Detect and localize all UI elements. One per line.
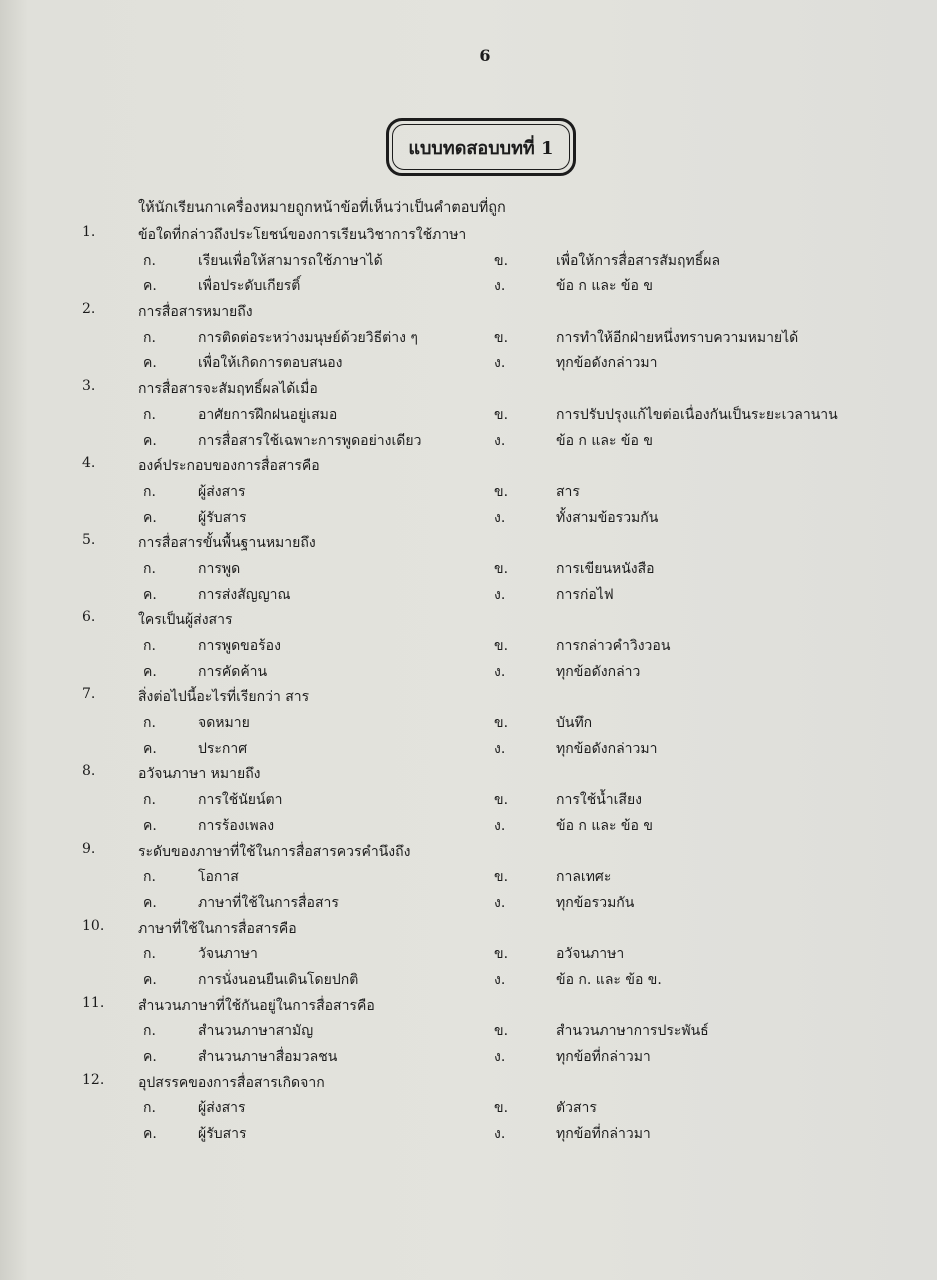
option-marker: ง. <box>494 740 506 757</box>
option-text: ทุกข้อรวมกัน <box>556 894 635 911</box>
question-number: 2. <box>82 301 96 318</box>
option-marker: ง. <box>494 894 506 911</box>
option-marker: ค. <box>143 663 157 680</box>
option-row <box>0 248 937 274</box>
question-1 <box>0 222 937 248</box>
question-number: 11. <box>82 994 105 1011</box>
option-row <box>0 350 937 376</box>
question-2 <box>0 299 937 325</box>
option-marker: ก. <box>143 329 156 346</box>
option-row <box>0 710 937 736</box>
option-marker: ง. <box>494 355 506 372</box>
question-list <box>0 222 937 1147</box>
option-marker: ก. <box>143 560 156 577</box>
option-row <box>0 890 937 916</box>
option-marker: ก. <box>143 715 156 732</box>
question-4 <box>0 453 937 479</box>
option-text: ตัวสาร <box>556 1100 597 1117</box>
option-marker: ก. <box>143 406 156 423</box>
option-text: การเขียนหนังสือ <box>556 560 655 577</box>
option-marker: ค. <box>143 894 157 911</box>
option-text: เพื่อให้เกิดการตอบสนอง <box>198 355 343 372</box>
option-marker: ข. <box>494 560 509 577</box>
option-row <box>0 633 937 659</box>
question-text: ใครเป็นผู้ส่งสาร <box>138 612 233 629</box>
option-marker: ง. <box>494 817 506 834</box>
option-text: สำนวนภาษาการประพันธ์ <box>556 1023 709 1040</box>
option-row <box>0 505 937 531</box>
option-text: การนั่งนอนยืนเดินโดยปกติ <box>198 971 359 988</box>
option-text: ทั้งสามข้อรวมกัน <box>556 509 659 526</box>
option-row <box>0 787 937 813</box>
question-3 <box>0 376 937 402</box>
question-number: 12. <box>82 1071 105 1088</box>
option-marker: ค. <box>143 1049 157 1065</box>
option-text: ข้อ ก และ ข้อ ข <box>556 817 653 834</box>
question-number: 9. <box>82 840 96 857</box>
option-text: การก่อไฟ <box>556 586 614 603</box>
option-text: ข้อ ก และ ข้อ ข <box>556 278 653 295</box>
option-row <box>0 479 937 505</box>
question-number: 8. <box>82 763 96 780</box>
question-text: อวัจนภาษา หมายถึง <box>138 766 261 783</box>
option-marker: ง. <box>494 663 506 680</box>
option-row <box>0 941 937 967</box>
question-text: ภาษาที่ใช้ในการสื่อสารคือ <box>138 920 297 937</box>
option-text: ทุกข้อที่กล่าวมา <box>556 1049 651 1065</box>
question-9 <box>0 839 937 865</box>
option-marker: ข. <box>494 1023 509 1040</box>
option-text: เพื่อประดับเกียรติ์ <box>198 278 301 295</box>
option-row <box>0 813 937 839</box>
question-text: การสื่อสารจะสัมฤทธิ์ผลได้เมื่อ <box>138 381 318 398</box>
option-marker: ง. <box>494 278 506 295</box>
option-marker: ค. <box>143 971 157 988</box>
question-text: สำนวนภาษาที่ใช้กันอยู่ในการสื่อสารคือ <box>138 997 375 1014</box>
option-text: การใช้น้ำเสียง <box>556 792 642 809</box>
option-marker: ก. <box>143 252 156 269</box>
option-text: การร้องเพลง <box>198 817 275 834</box>
option-marker: ก. <box>143 483 156 500</box>
option-marker: ง. <box>494 1126 506 1143</box>
option-text: การส่งสัญญาณ <box>198 586 291 603</box>
option-text: โอกาส <box>198 869 239 886</box>
question-12 <box>0 1070 937 1096</box>
option-marker: ง. <box>494 509 506 526</box>
option-marker: ง. <box>494 971 506 988</box>
option-text: การใช้นัยน์ตา <box>198 792 283 809</box>
question-text: ข้อใดที่กล่าวถึงประโยชน์ของการเรียนวิชาการใช้ภาษา <box>138 227 467 243</box>
question-text: การสื่อสารหมายถึง <box>138 304 253 321</box>
option-text: ผู้รับสาร <box>198 1126 247 1143</box>
option-marker: ค. <box>143 586 157 603</box>
option-row <box>0 1044 937 1070</box>
option-marker: ข. <box>494 715 509 732</box>
option-marker: ก. <box>143 638 156 654</box>
option-marker: ข. <box>494 406 509 423</box>
option-text: ทุกข้อที่กล่าวมา <box>556 1126 651 1143</box>
option-marker: ข. <box>494 252 509 269</box>
option-marker: ข. <box>494 483 509 500</box>
option-marker: ค. <box>143 355 157 372</box>
question-11 <box>0 993 937 1019</box>
option-text: จดหมาย <box>198 715 250 732</box>
option-text: ข้อ ก และ ข้อ ข <box>556 432 653 449</box>
option-text: สาร <box>556 483 580 500</box>
option-marker: ง. <box>494 586 506 603</box>
question-number: 4. <box>82 455 96 472</box>
question-number: 6. <box>82 609 96 626</box>
question-6 <box>0 607 937 633</box>
option-text: การคัดค้าน <box>198 663 268 680</box>
question-text: สิ่งต่อไปนี้อะไรที่เรียกว่า สาร <box>138 689 310 706</box>
option-marker: ก. <box>143 1100 156 1117</box>
option-row <box>0 736 937 762</box>
option-marker: ก. <box>143 946 156 963</box>
option-marker: ค. <box>143 278 157 295</box>
option-marker: ข. <box>494 329 509 346</box>
option-marker: ก. <box>143 1023 156 1040</box>
question-number: 5. <box>82 532 96 549</box>
option-marker: ข. <box>494 638 509 654</box>
question-text: อุปสรรคของการสื่อสารเกิดจาก <box>138 1074 325 1091</box>
option-marker: ง. <box>494 1049 506 1065</box>
option-text: การกล่าวคำวิงวอน <box>556 638 671 654</box>
option-marker: ข. <box>494 869 509 886</box>
page-title: แบบทดสอบบทที่ 1 <box>392 124 570 170</box>
option-marker: ค. <box>143 740 157 757</box>
option-marker: ข. <box>494 792 509 809</box>
option-row <box>0 582 937 608</box>
option-text: อวัจนภาษา <box>556 946 625 963</box>
option-row <box>0 273 937 299</box>
question-7 <box>0 684 937 710</box>
question-10 <box>0 916 937 942</box>
option-text: การทำให้อีกฝ่ายหนึ่งทราบความหมายได้ <box>556 329 799 346</box>
title-frame <box>386 118 576 176</box>
option-marker: ข. <box>494 1100 509 1117</box>
option-text: ภาษาที่ใช้ในการสื่อสาร <box>198 894 339 911</box>
option-text: เรียนเพื่อให้สามารถใช้ภาษาได้ <box>198 252 383 269</box>
option-text: การพูด <box>198 560 241 577</box>
option-text: เพื่อให้การสื่อสารสัมฤทธิ์ผล <box>556 252 721 269</box>
option-text: ทุกข้อดังกล่าวมา <box>556 740 658 757</box>
option-marker: ค. <box>143 1126 157 1143</box>
question-text: ระดับของภาษาที่ใช้ในการสื่อสารควรคำนึงถึง <box>138 843 411 860</box>
option-marker: ง. <box>494 432 506 449</box>
option-text: สำนวนภาษาสื่อมวลชน <box>198 1049 338 1065</box>
option-row <box>0 864 937 890</box>
option-row <box>0 556 937 582</box>
option-text: ข้อ ก. และ ข้อ ข. <box>556 971 662 988</box>
question-text: องค์ประกอบของการสื่อสารคือ <box>138 458 320 475</box>
question-number: 3. <box>82 378 96 395</box>
option-text: ประกาศ <box>198 740 248 757</box>
option-marker: ก. <box>143 869 156 886</box>
option-text: สำนวนภาษาสามัญ <box>198 1023 314 1040</box>
option-text: ผู้รับสาร <box>198 509 247 526</box>
option-row <box>0 428 937 454</box>
option-row <box>0 402 937 428</box>
option-row <box>0 1121 937 1147</box>
question-number: 7. <box>82 686 96 703</box>
instruction-text: ให้นักเรียนกาเครื่องหมายถูกหน้าข้อที่เห็นว่าเป็นคำตอบที่ถูก <box>138 200 506 216</box>
option-text: ผู้ส่งสาร <box>198 1100 246 1117</box>
option-row <box>0 659 937 685</box>
option-text: การปรับปรุงแก้ไขต่อเนื่องกันเป็นระยะเวลานาน <box>556 406 838 423</box>
option-row <box>0 1018 937 1044</box>
option-text: การติดต่อระหว่างมนุษย์ด้วยวิธีต่าง ๆ <box>198 329 418 346</box>
option-text: การพูดขอร้อง <box>198 638 281 654</box>
option-row <box>0 967 937 993</box>
page-number: 6 <box>479 46 491 65</box>
option-row <box>0 325 937 351</box>
option-marker: ค. <box>143 817 157 834</box>
question-5 <box>0 530 937 556</box>
option-marker: ค. <box>143 509 157 526</box>
option-row <box>0 1095 937 1121</box>
question-text: การสื่อสารขั้นพื้นฐานหมายถึง <box>138 535 316 552</box>
option-text: บันทึก <box>556 715 593 732</box>
option-marker: ข. <box>494 946 509 963</box>
option-text: ทุกข้อดังกล่าวมา <box>556 355 658 372</box>
option-text: ทุกข้อดังกล่าว <box>556 663 641 680</box>
option-marker: ค. <box>143 432 157 449</box>
option-text: กาลเทศะ <box>556 869 612 886</box>
option-text: อาศัยการฝึกฝนอยู่เสมอ <box>198 406 338 423</box>
question-number: 1. <box>82 224 96 240</box>
question-8 <box>0 761 937 787</box>
option-text: วัจนภาษา <box>198 946 258 963</box>
question-number: 10. <box>82 917 105 934</box>
option-text: ผู้ส่งสาร <box>198 483 246 500</box>
option-marker: ก. <box>143 792 156 809</box>
option-text: การสื่อสารใช้เฉพาะการพูดอย่างเดียว <box>198 432 422 449</box>
